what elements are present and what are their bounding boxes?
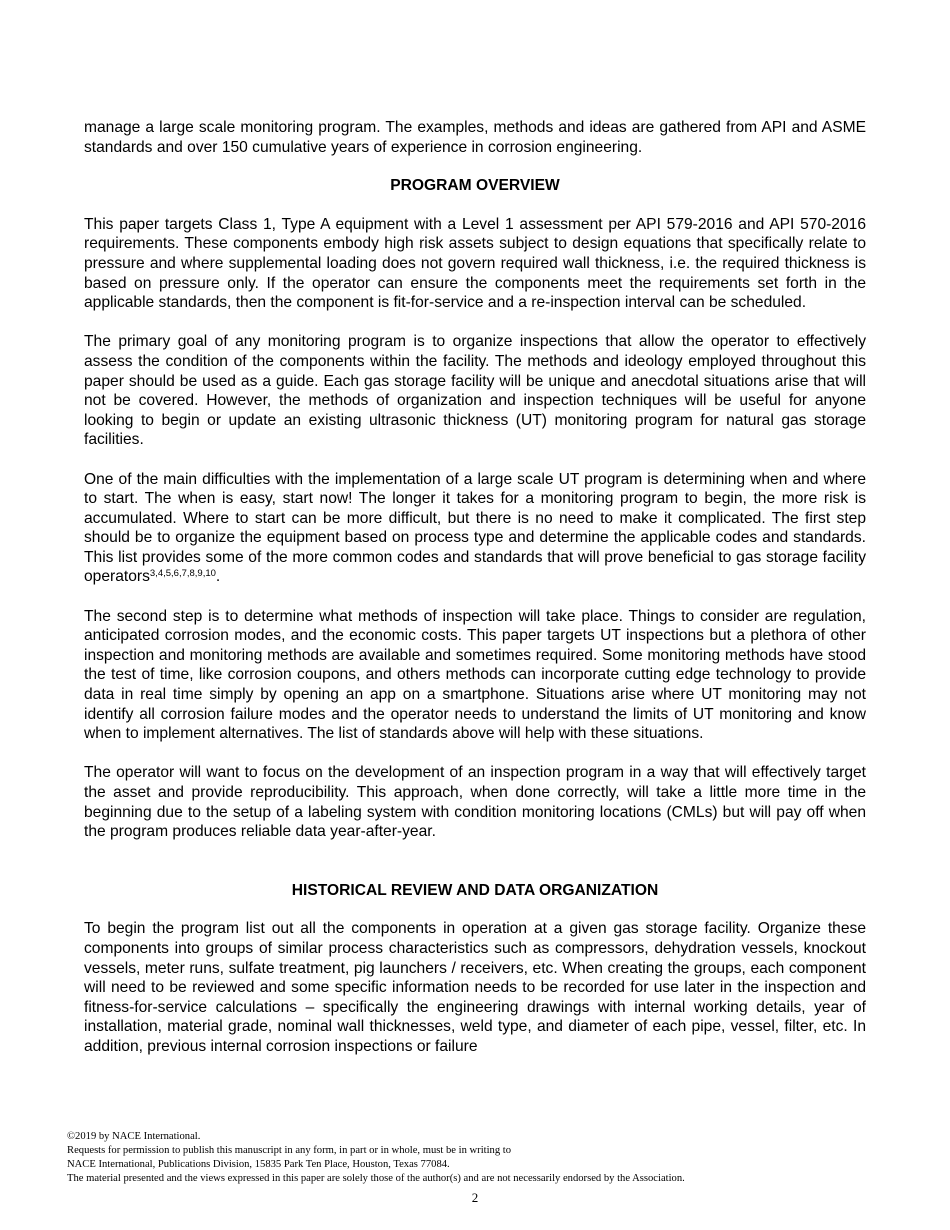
paragraph: [84, 470, 866, 588]
paragraph-end: .: [215, 568, 221, 586]
paragraph: This paper targets Class 1, Type A equipment with a Level 1 assessment per API 579-2016 and API 570-2016 requirements. These components embody high risk assets subject to design equations that specifically relate to pressure and where supplemental loading does not govern required wall thickness, i.e. the required thickness is based on pressure only. If the operator can ensure the components meet the requirements set forth in the applicable standards, then the component is fit-for-service and a re-inspection interval can be scheduled.: [84, 215, 866, 312]
paragraph-text: One of the main difficulties with the implementation of a large scale UT program is determining when and where to start. The when is easy, start now! The longer it takes for a monitoring program to begin, the more risk is accumulated. Where to start can be more difficult, but there is no need to make it complicated. The first step should be to organize the equipment based on process type and determine the applicable codes and standards. This list provides some of the more common codes and standards that will prove beneficial to gas storage facility operators: [84, 470, 866, 586]
intro-paragraph: manage a large scale monitoring program. The examples, methods and ideas are gathered from API and ASME standards and over 150 cumulative years of experience in corrosion engineering.: [84, 119, 866, 156]
footer-line: The material presented and the views expressed in this paper are solely those of the author(s) and are not necessarily endorsed by the Association.: [67, 1173, 685, 1184]
copyright-footer: [67, 1130, 897, 1186]
section-heading-historical-review: HISTORICAL REVIEW AND DATA ORGANIZATION: [291, 881, 659, 899]
paragraph: The primary goal of any monitoring program is to organize inspections that allow the operator to effectively assess the condition of the components within the facility. The methods and ideology employed throughout this paper should be used as a guide. Each gas storage facility will be unique and anecdotal situations arise that will not be covered. However, the methods of organization and inspection techniques will be useful for anyone looking to begin or update an existing ultrasonic thickness (UT) monitoring program for natural gas storage facilities.: [84, 333, 866, 449]
footer-line: NACE International, Publications Division, 15835 Park Ten Place, Houston, Texas 77084.: [67, 1159, 450, 1170]
reference-superscript: 3,4,5,6,7,8,9,10: [149, 568, 216, 580]
body-content: [84, 118, 866, 1076]
section-heading-program-overview: PROGRAM OVERVIEW: [390, 177, 560, 195]
footer-line: ©2019 by NACE International.: [67, 1131, 201, 1142]
paragraph: The operator will want to focus on the development of an inspection program in a way that will effectively target the asset and provide reproducibility. This approach, when done correctly, will take a little more time in the beginning due to the setup of a labeling system with condition monitoring locations (CMLs) but will pay off when the program produces reliable data year-after-year.: [84, 764, 866, 841]
paragraph: To begin the program list out all the components in operation at a given gas storage facility. Organize these components into groups of similar process characteristics such as compressors, dehydration vessels, knockout vessels, meter runs, sulfate treatment, pig launchers / receivers, etc. When creating the groups, each component will need to be reviewed and some specific information needs to be recorded for use later in the inspection and fitness-for-service calculations – specifically the engineering drawings with internal working details, year of installation, material grade, nominal wall thicknesses, weld type, and diameter of each pipe, vessel, filter, etc. In addition, previous internal corrosion inspections or failure: [84, 920, 866, 1055]
footer-line: Requests for permission to publish this manuscript in any form, in part or in whole, must be in writing to: [67, 1145, 512, 1156]
paragraph: The second step is to determine what methods of inspection will take place. Things to consider are regulation, anticipated corrosion modes, and the economic costs. This paper targets UT inspections but a plethora of other inspection and monitoring methods are available and sometimes required. Some monitoring methods have stood the test of time, like corrosion coupons, and others methods can incorporate cutting edge technology to provide data in real time simply by opening an app on a smartphone. Situations arise where UT monitoring may not identify all corrosion failure modes and the operator needs to understand the limits of UT monitoring and know when to implement alternatives. The list of standards above will help with these situations.: [84, 607, 866, 743]
page-number: 2: [471, 1190, 479, 1205]
